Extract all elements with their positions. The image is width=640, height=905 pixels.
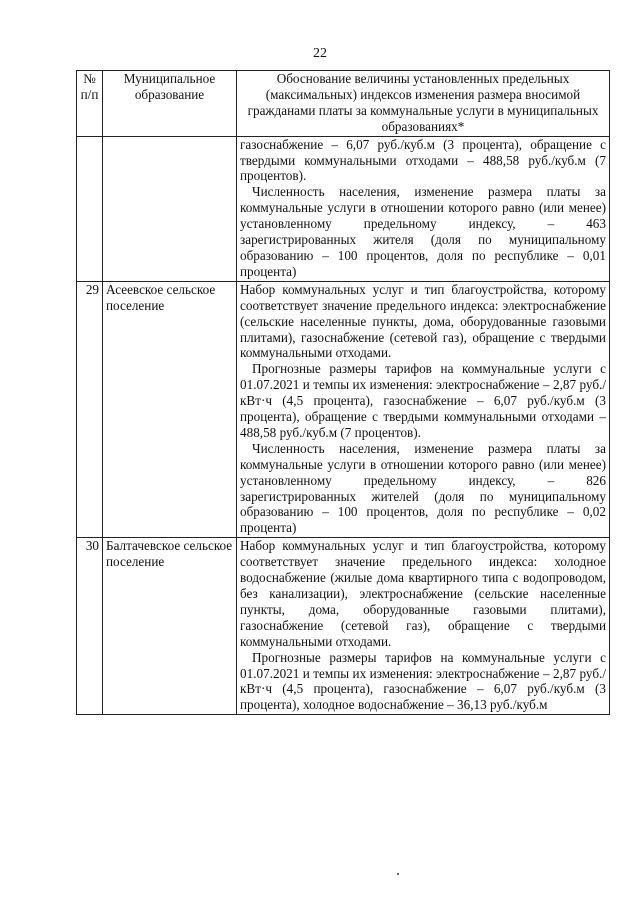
- header-number: № п/п: [77, 71, 103, 137]
- table-row: [77, 281, 610, 538]
- row-justification: [237, 538, 610, 715]
- row-number: [77, 136, 103, 281]
- header-justification: Обоснование величины установленных предельных (максимальных) индексов изменения размера вносимой гражданами платы за коммунальные услуги в муниципальных образованиях*: [237, 71, 610, 137]
- justification-paragraph: Прогнозные размеры тарифов на коммунальные услуги с 01.07.2021 и темпы их изменения: электроснабжение – 2,87 руб./кВт·ч (4,5 процента), газоснабжение – 6,07 руб./куб.м (3 процента), обращение с твердыми коммунальными отходами – 488,58 руб./куб.м (7 процентов).: [240, 361, 606, 440]
- row-municipality: [103, 136, 237, 281]
- scan-dot: [397, 873, 399, 875]
- page-number: 22: [313, 46, 327, 61]
- row-municipality: Асеевское сельское поселение: [103, 281, 237, 538]
- table-header-row: [77, 71, 610, 137]
- justification-paragraph: Прогнозные размеры тарифов на коммунальные услуги с 01.07.2021 и темпы их изменения: электроснабжение – 2,87 руб./кВт·ч (4,5 процента), газоснабжение – 6,07 руб./куб.м (3 процента), холодное водоснабжение – 36,13 руб./куб.м: [240, 649, 606, 713]
- table-row: [77, 538, 610, 715]
- row-number: 29: [77, 281, 103, 538]
- justification-paragraph: Набор коммунальных услуг и тип благоустройства, которому соответствует значение предельного индекса: холодное водоснабжение (жилые дома квартирного типа с водопроводом, без канализации), электроснабжение (сельские населенные пункты, дома, оборудованные газовыми плитами), газоснабжение (сетевой газ), обращение с твердыми коммунальными отходами.: [240, 538, 606, 649]
- table-row: [77, 136, 610, 281]
- justification-paragraph: Набор коммунальных услуг и тип благоустройства, которому соответствует значение предельного индекса: электроснабжение (сельские населенные пункты, дома, оборудованные газовыми плитами), газоснабжение (сетевой газ), обращение с твердыми коммунальными отходами.: [240, 281, 606, 361]
- row-number: 30: [77, 538, 103, 715]
- row-municipality: Балтачевское сельское поселение: [103, 538, 237, 715]
- justification-paragraph: Численность населения, изменение размера платы за коммунальные услуги в отношении которого равно (или менее) установленному предельному индексу, – 463 зарегистрированных жителя (доля по муниципальному образованию – 100 процентов, доля по республике – 0,01 процента): [240, 184, 606, 279]
- header-municipality: Муниципальное образование: [103, 71, 237, 137]
- row-justification: [237, 136, 610, 281]
- justification-paragraph: газоснабжение – 6,07 руб./куб.м (3 процента), обращение с твердыми коммунальными отходами – 488,58 руб./куб.м (7 процентов).: [240, 136, 606, 184]
- row-justification: [237, 281, 610, 538]
- justification-paragraph: Численность населения, изменение размера платы за коммунальные услуги в отношении которого равно (или менее) установленному предельному индексу, – 826 зарегистрированных жителей (доля по муниципальному образованию – 100 процентов, доля по республике – 0,02 процента): [240, 440, 606, 536]
- tariff-index-table: [76, 70, 610, 715]
